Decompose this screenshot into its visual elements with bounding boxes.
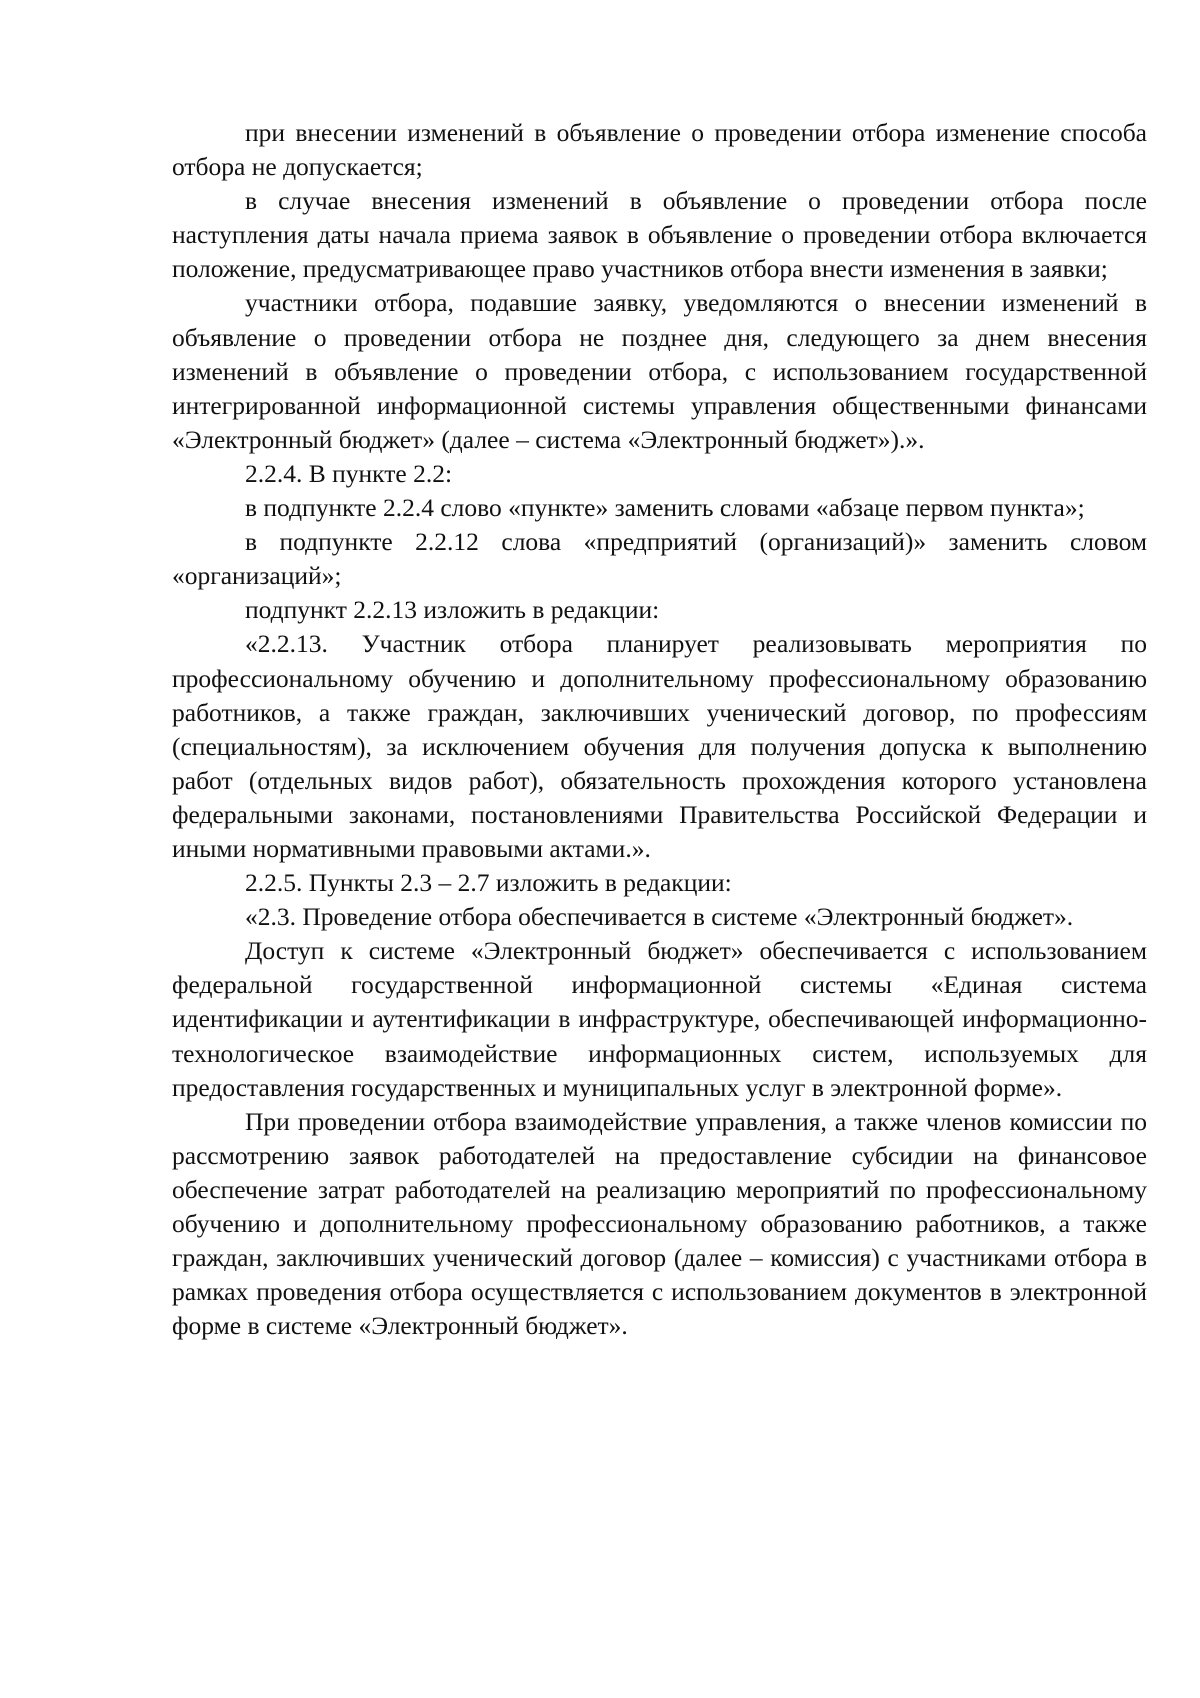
paragraph-subclause-2-2-13-text: «2.2.13. Участник отбора планирует реализовывать мероприятия по профессиональному обучению и дополнительному профессиональному образованию работников, а также граждан, заключивших ученический договор, по профессиям (специальностям), за исключением обучения для получения допуска к выполнению работ (отдельных видов работ), обязательность прохождения которого установлена федеральными законами, постановлениями Правительства Российской Федерации и иными нормативными правовыми актами.».: [172, 629, 1147, 863]
paragraph-subclause-2-2-12: в подпункте 2.2.12 слова «предприятий (организаций)» заменить словом «организаций»;: [172, 527, 1147, 591]
paragraph-clause-2-2-5: 2.2.5. Пункты 2.3 – 2.7 изложить в редакции:: [245, 868, 732, 898]
document-body: [172, 116, 1147, 1343]
paragraph-amendment-after-start: в случае внесения изменений в объявление о проведении отбора после наступления даты начала приема заявок в объявление о проведении отбора включается положение, предусматривающее право участников отбора внести изменения в заявки;: [172, 186, 1147, 284]
paragraph-subclause-2-2-13-intro: подпункт 2.2.13 изложить в редакции:: [245, 595, 660, 625]
paragraph-subclause-2-2-4: в подпункте 2.2.4 слово «пункте» заменить словами «абзаце первом пункта»;: [245, 493, 1085, 523]
paragraph-clause-2-3: «2.3. Проведение отбора обеспечивается в системе «Электронный бюджет».: [245, 902, 1074, 932]
paragraph-access-system: Доступ к системе «Электронный бюджет» обеспечивается с использованием федеральной государственной информационной системы «Единая система идентификации и аутентификации в инфраструктуре, обеспечивающей информационно-технологическое взаимодействие информационных систем, используемых для предоставления государственных и муниципальных услуг в электронной форме».: [172, 936, 1147, 1102]
paragraph-selection-method: при внесении изменений в объявление о проведении отбора изменение способа отбора не допускается;: [172, 118, 1147, 182]
paragraph-selection-interaction: При проведении отбора взаимодействие управления, а также членов комиссии по рассмотрению заявок работодателей на предоставление субсидии на финансовое обеспечение затрат работодателей на реализацию мероприятий по профессиональному обучению и дополнительному профессиональному образованию работников, а также граждан, заключивших ученический договор (далее – комиссия) с участниками отбора в рамках проведения отбора осуществляется с использованием документов в электронной форме в системе «Электронный бюджет».: [172, 1106, 1147, 1341]
paragraph-clause-2-2-4: 2.2.4. В пункте 2.2:: [245, 458, 453, 488]
paragraph-participant-notification: участники отбора, подавшие заявку, уведомляются о внесении изменений в объявление о проведении отбора не позднее дня, следующего за днем внесения изменений в объявление о проведении отбора, с использованием государственной интегрированной информационной системы управления общественными финансами «Электронный бюджет» (далее – система «Электронный бюджет»).».: [172, 288, 1147, 454]
